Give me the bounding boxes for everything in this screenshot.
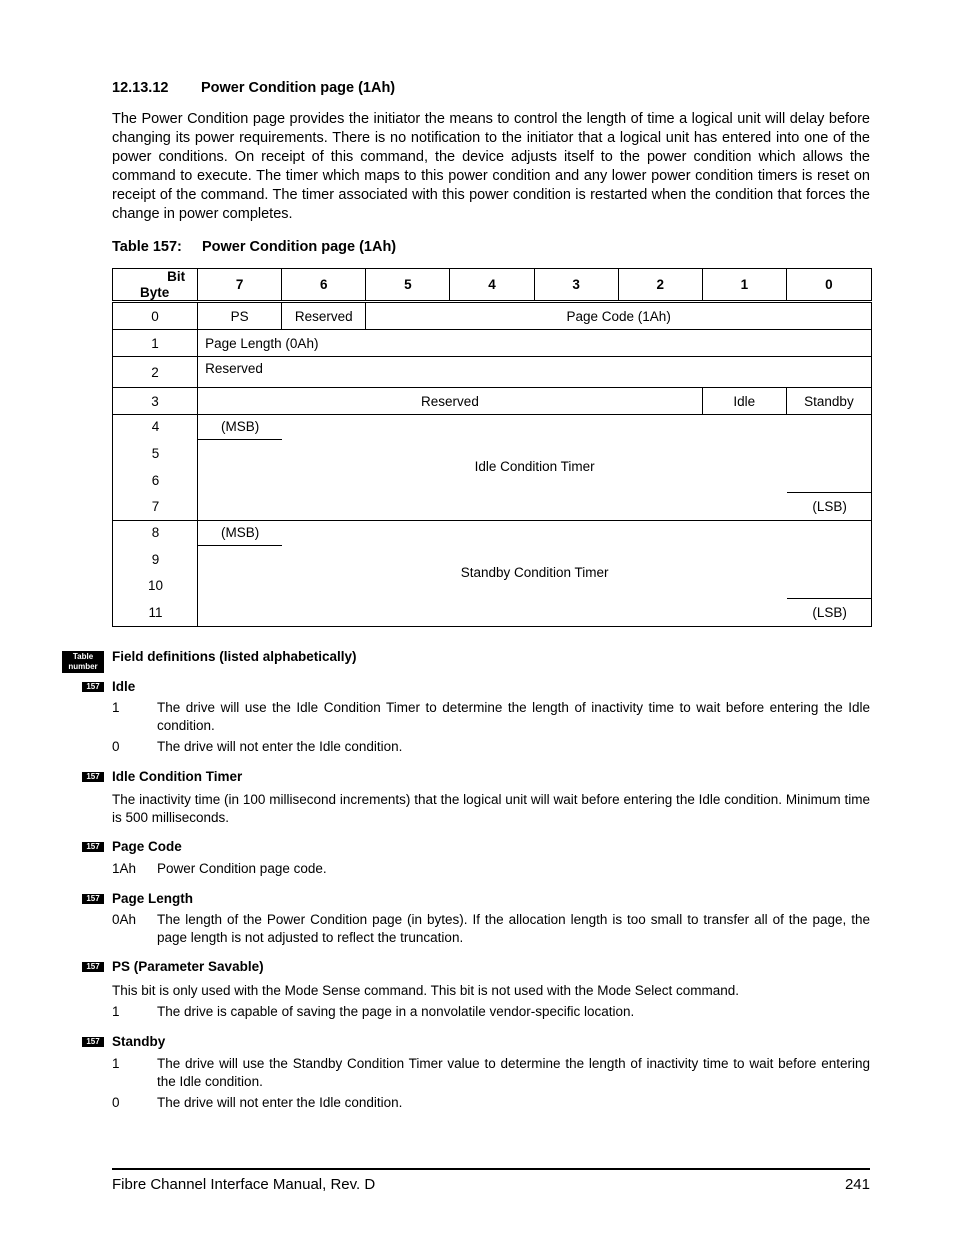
bit-byte-header [113, 269, 198, 302]
def-standby-desc-1: The drive will use the Standby Condition Timer value to determine the length of inactivity time to wait before entering the Idle condition. [157, 1056, 870, 1089]
bit-4: 4 [450, 269, 534, 302]
lsb-divider [787, 598, 872, 599]
def-ps-text: This bit is only used with the Mode Sense command. This bit is not used with the Mode Select command. [112, 983, 740, 998]
byte-header: Byte [140, 285, 170, 300]
page-length-field: Page Length (0Ah) [198, 330, 872, 357]
table-row [113, 388, 872, 415]
table-caption-title: Power Condition page (1Ah) [202, 239, 397, 255]
standby-timer-label: Standby Condition Timer [460, 565, 609, 580]
def-standby-desc-0: The drive will not enter the Idle condition. [157, 1095, 403, 1110]
def-page-code-title: Page Code [112, 839, 182, 854]
def-page-code-desc: Power Condition page code. [157, 861, 327, 876]
reserved-field: Reserved [282, 302, 366, 330]
def-idle-timer-text: The inactivity time (in 100 millisecond increments) that the logical unit will wait before entering the Idle condition. Minimum time is 500 milliseconds. [112, 792, 870, 825]
msb-divider [198, 545, 282, 546]
byte-9: 9 [151, 552, 160, 567]
bit-1: 1 [702, 269, 786, 302]
byte-4: 4 [151, 419, 160, 434]
byte-7: 7 [151, 499, 160, 514]
def-idle-timer-title: Idle Condition Timer [112, 769, 243, 784]
idle-timer-lsb: (LSB) [812, 499, 847, 514]
table-row [113, 330, 872, 357]
table-ref-badge: 157 [82, 894, 104, 904]
intro-paragraph: The Power Condition page provides the initiator the means to control the length of time a logical unit will delay before changing its power requirements. There is no notification to the initiator that a logical unit has entered into one of the power conditions. On receipt of this command, the device adjusts itself to the power condition which allows the command to execute. The timer which maps to this power condition and any lower power condition timers is reset on receipt of the command. The timer associated with this power condition is restarted when the condition that forces the change in power completes. [112, 111, 870, 222]
lsb-divider [787, 492, 872, 493]
standby-field: Standby [786, 388, 871, 415]
reserved-bits-field: Reserved [198, 388, 703, 415]
footer-title: Fibre Channel Interface Manual, Rev. D [112, 1176, 376, 1193]
def-ps-title: PS (Parameter Savable) [112, 959, 264, 974]
idle-timer-label: Idle Condition Timer [474, 459, 595, 474]
page-code-field: Page Code (1Ah) [366, 302, 872, 330]
section-title: Power Condition page (1Ah) [201, 80, 396, 96]
bit-header: Bit [167, 269, 186, 284]
table-number-badge: Table number [62, 651, 104, 673]
byte-0: 0 [113, 302, 198, 330]
bit-5: 5 [366, 269, 450, 302]
def-page-length-title: Page Length [112, 891, 194, 906]
byte-1: 1 [113, 330, 198, 357]
def-ps-desc-1: The drive is capable of saving the page in a nonvolatile vendor-specific location. [157, 1004, 635, 1019]
bit-7: 7 [198, 269, 282, 302]
definitions-heading: Field definitions (listed alphabetically) [112, 649, 357, 664]
idle-timer-group [113, 415, 872, 521]
def-standby-value-1: 1 [112, 1056, 120, 1071]
standby-timer-bytes [113, 521, 198, 627]
def-idle-value-1: 1 [112, 700, 120, 715]
idle-field: Idle [702, 388, 786, 415]
table-row [113, 357, 872, 388]
def-standby-title: Standby [112, 1034, 166, 1049]
table-row [113, 302, 872, 330]
byte-3: 3 [113, 388, 198, 415]
standby-timer-lsb: (LSB) [812, 605, 847, 620]
def-page-code-value: 1Ah [112, 861, 137, 876]
idle-timer-bytes [113, 415, 198, 521]
def-idle-desc-0: The drive will not enter the Idle condition. [157, 739, 403, 754]
standby-timer-msb: (MSB) [220, 525, 260, 540]
section-number: 12.13.12 [112, 80, 169, 96]
byte-5: 5 [151, 446, 160, 461]
footer-rule [112, 1168, 870, 1170]
def-idle-desc-1: The drive will use the Idle Condition Timer to determine the length of inactivity time to wait before entering the Idle condition. [157, 700, 870, 733]
def-idle-title: Idle [112, 679, 136, 694]
bit-0: 0 [786, 269, 871, 302]
bit-3: 3 [534, 269, 618, 302]
standby-condition-timer-field [198, 521, 872, 627]
table-ref-badge: 157 [82, 682, 104, 692]
standby-timer-group [113, 521, 872, 627]
table-ref-badge: 157 [82, 772, 104, 782]
bit-6: 6 [282, 269, 366, 302]
power-condition-table [112, 268, 872, 627]
def-page-length-desc: The length of the Power Condition page (in bytes). If the allocation length is too small to transfer all of the page, the page length is not adjusted to reflect the truncation. [157, 912, 870, 945]
idle-condition-timer-field [198, 415, 872, 521]
reserved-row-field: Reserved [198, 357, 872, 388]
def-idle-value-0: 0 [112, 739, 120, 754]
table-ref-badge: 157 [82, 962, 104, 972]
def-page-length-value: 0Ah [112, 912, 137, 927]
page-number: 241 [844, 1176, 870, 1193]
def-standby-value-0: 0 [112, 1095, 120, 1110]
byte-10: 10 [147, 578, 164, 593]
ps-field: PS [198, 302, 282, 330]
byte-11: 11 [148, 605, 163, 620]
table-caption-label: Table 157: [112, 239, 182, 255]
bit-2: 2 [618, 269, 702, 302]
idle-timer-msb: (MSB) [220, 419, 260, 434]
byte-2: 2 [113, 357, 198, 388]
byte-6: 6 [151, 473, 160, 488]
msb-divider [198, 439, 282, 440]
table-header-row [113, 269, 872, 302]
byte-8: 8 [151, 525, 160, 540]
table-ref-badge: 157 [82, 1037, 104, 1047]
table-ref-badge: 157 [82, 842, 104, 852]
def-ps-value-1: 1 [112, 1004, 120, 1019]
